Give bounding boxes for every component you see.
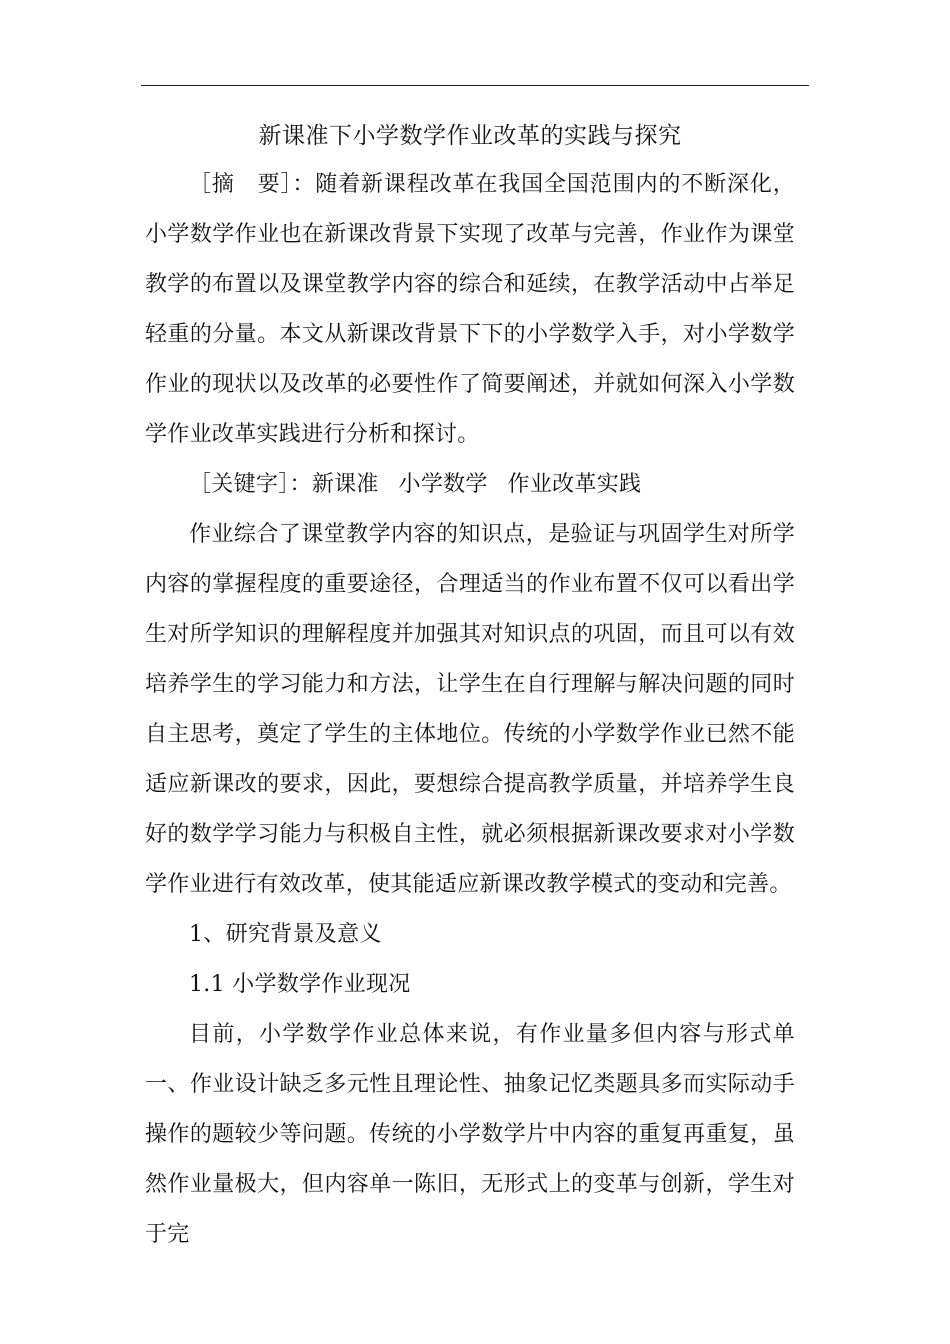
document-title: 新课准下小学数学作业改革的实践与探究 xyxy=(258,123,682,149)
header-rule xyxy=(141,85,809,86)
keyword-item: 新课准 xyxy=(311,472,379,497)
section-heading: 1、研究背景及意义 xyxy=(189,922,382,947)
keyword-item: 作业改革实践 xyxy=(507,472,642,497)
abstract-paragraph: ［摘 要］：随着新课程改革在我国全国范围内的不断深化，小学数学作业也在新课改背景下实现了改革与完善，作业作为课堂教学的布置以及课堂教学内容的综合和延续，在教学活动中占举足轻重的分量。本文从新课改背景下下的小学数学入手，对小学数学作业的现状以及改革的必要性作了简要阐述，并就如何深入小学数学作业改革实践进行分析和探讨。 xyxy=(145,172,795,447)
subsection-heading: 1.1 小学数学作业现况 xyxy=(189,972,411,997)
document-body xyxy=(145,112,795,1260)
intro-paragraph: 作业综合了课堂教学内容的知识点，是验证与巩固学生对所学内容的掌握程度的重要途径，合理适当的作业布置不仅可以看出学生对所学知识的理解程度并加强其对知识点的巩固，而且可以有效培养学生的学习能力和方法，让学生在自行理解与解决问题的同时自主思考，奠定了学生的主体地位。传统的小学数学作业已然不能适应新课改的要求，因此，要想综合提高教学质量，并培养学生良好的数学学习能力与积极自主性，就必须根据新课改要求对小学数学作业进行有效改革，使其能适应新课改教学模式的变动和完善。 xyxy=(145,522,795,897)
keyword-item: 小学数学 xyxy=(398,472,488,497)
keywords-line xyxy=(145,460,795,510)
keywords-label: ［关键字］： xyxy=(189,472,312,497)
body-paragraph: 目前，小学数学作业总体来说，有作业量多但内容与形式单一、作业设计缺乏多元性且理论性、抽象记忆类题具多而实际动手操作的题较少等问题。传统的小学数学片中内容的重复再重复，虽然作业量极大，但内容单一陈旧，无形式上的变革与创新，学生对于完 xyxy=(145,1022,795,1247)
